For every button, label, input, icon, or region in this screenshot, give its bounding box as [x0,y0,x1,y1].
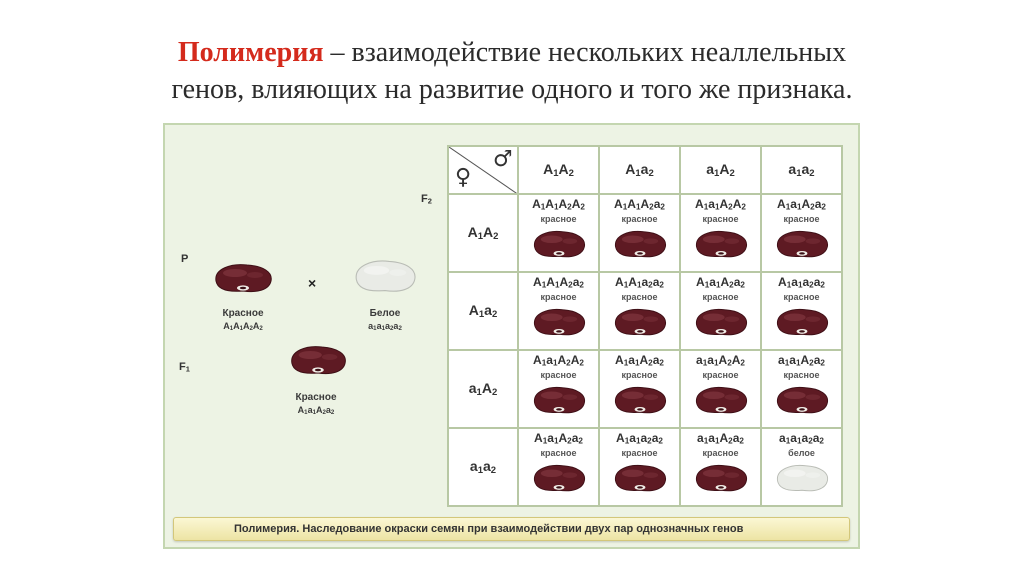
header-gamete [680,146,761,194]
punnett-cell [761,194,842,272]
cell-bean [692,384,750,416]
label-f2-letter: F [421,193,428,205]
punnett-cell [761,428,842,506]
label-p: P [181,253,189,265]
cell-genotype: $A_1a_1a_2a_2$ [778,275,825,290]
cell-phenotype: красное [783,291,820,302]
cell-phenotype: красное [621,213,658,224]
cell-genotype: $A_1A_1A_2a_2$ [614,197,665,212]
parent-white-phenotype: Белое [369,308,401,319]
label-f2 [421,193,432,205]
cell-bean [773,384,831,416]
cell-genotype: $A_1a_1A_2a_2$ [534,431,583,446]
cell-genotype: $A_1a_1A_2a_2$ [777,197,826,212]
punnett-cell [518,428,599,506]
parent-red-genotype: $A_1A_1A_2A_2$ [223,321,263,333]
cell-phenotype: красное [702,447,739,458]
punnett-cell [680,194,761,272]
cell-phenotype: красное [783,213,820,224]
cross-sign: × [308,275,317,291]
row-gamete-genotype: $a_1a_2$ [469,458,497,476]
punnett-square [447,145,843,507]
cell-phenotype: красное [702,369,739,380]
cell-phenotype: красное [702,291,739,302]
cell-phenotype: красное [540,447,577,458]
cell-genotype: $A_1A_1a_2a_2$ [615,275,664,290]
punnett-cell [599,350,680,428]
cell-bean [611,228,669,260]
cell-bean [611,384,669,416]
cell-genotype: $A_1A_1A_2A_2$ [532,197,585,212]
header-gamete [599,146,680,194]
punnett-cell [680,350,761,428]
male-symbol: ♂ [493,147,513,172]
cell-phenotype: белое [788,447,815,458]
cell-phenotype: красное [540,369,577,380]
cell-genotype: $A_1a_1A_2a_2$ [615,353,664,368]
parent-white-genotype: $a_1a_1a_2a_2$ [368,321,402,333]
cell-bean [692,306,750,338]
row-gamete-genotype: $A_1a_2$ [468,302,498,320]
row-header-gamete [448,272,518,350]
slide-title [40,34,984,108]
cell-bean [530,462,588,494]
cell-phenotype: красное [783,369,820,380]
label-f1-letter: F [179,361,186,373]
row-gamete-genotype: $a_1A_2$ [468,380,498,398]
cell-bean [773,462,831,494]
cell-bean [611,462,669,494]
polymery-figure [163,123,860,549]
cell-genotype: $A_1a_1A_2A_2$ [695,197,746,212]
header-gamete-genotype: $a_1a_2$ [788,161,815,179]
cell-bean [692,462,750,494]
cell-bean [692,228,750,260]
cell-genotype: $A_1a_1A_2A_2$ [533,353,584,368]
punnett-cell [518,194,599,272]
row-header-gamete [448,350,518,428]
title-line2: генов, влияющих на развитие одного и того же признака. [171,74,853,105]
f1-caption [271,392,361,419]
cell-genotype: $a_1a_1A_2a_2$ [697,431,744,446]
parent-white-bean [351,257,419,295]
cell-genotype: $a_1a_1a_2a_2$ [779,431,824,446]
cell-bean [611,306,669,338]
cell-phenotype: красное [621,291,658,302]
punnett-cell [761,350,842,428]
cell-genotype: $a_1a_1A_2a_2$ [778,353,825,368]
cell-phenotype: красное [540,213,577,224]
label-f1-index: 1 [185,364,190,374]
punnett-cell [761,272,842,350]
punnett-cell [599,194,680,272]
parent-red-bean [211,261,275,295]
row-header-gamete [448,194,518,272]
punnett-cell [599,428,680,506]
punnett-cell [680,272,761,350]
parent-white-caption [340,308,430,335]
cell-bean [773,306,831,338]
label-f2-index: 2 [427,196,432,206]
f1-red-bean [287,343,349,377]
row-gamete-genotype: $A_1A_2$ [467,224,499,242]
punnett-cell [680,428,761,506]
cell-phenotype: красное [702,213,739,224]
punnett-cell [518,272,599,350]
header-gamete [518,146,599,194]
title-line1-rest: – взаимодействие нескольких неаллельных [323,37,847,68]
cell-genotype: $A_1a_1a_2a_2$ [616,431,663,446]
female-symbol: ♀ [455,165,472,190]
punnett-cell [518,350,599,428]
parent-red-phenotype: Красное [222,308,264,319]
header-gamete-genotype: $A_1a_2$ [625,161,654,179]
row-header-gamete [448,428,518,506]
title-term: Полимерия [177,37,324,68]
f1-phenotype: Красное [295,392,337,403]
punnett-cell [599,272,680,350]
header-gamete-genotype: $a_1A_2$ [706,161,735,179]
punnett-corner [448,146,518,194]
cell-phenotype: красное [621,447,658,458]
f1-genotype: $A_1a_1A_2a_2$ [297,405,335,417]
cell-bean [530,384,588,416]
cell-genotype: $A_1a_1A_2a_2$ [696,275,745,290]
figure-caption: Полимерия. Наследование окраски семян при взаимодействии двух пар однозначных генов [173,517,850,541]
header-gamete [761,146,842,194]
cell-genotype: $a_1a_1A_2A_2$ [696,353,745,368]
cell-bean [530,228,588,260]
parent-red-caption [198,308,288,335]
header-gamete-genotype: $A_1A_2$ [543,161,574,179]
cell-bean [530,306,588,338]
cell-phenotype: красное [621,369,658,380]
cell-bean [773,228,831,260]
cell-phenotype: красное [540,291,577,302]
cell-genotype: $A_1A_1A_2a_2$ [533,275,584,290]
label-f1 [179,361,190,373]
